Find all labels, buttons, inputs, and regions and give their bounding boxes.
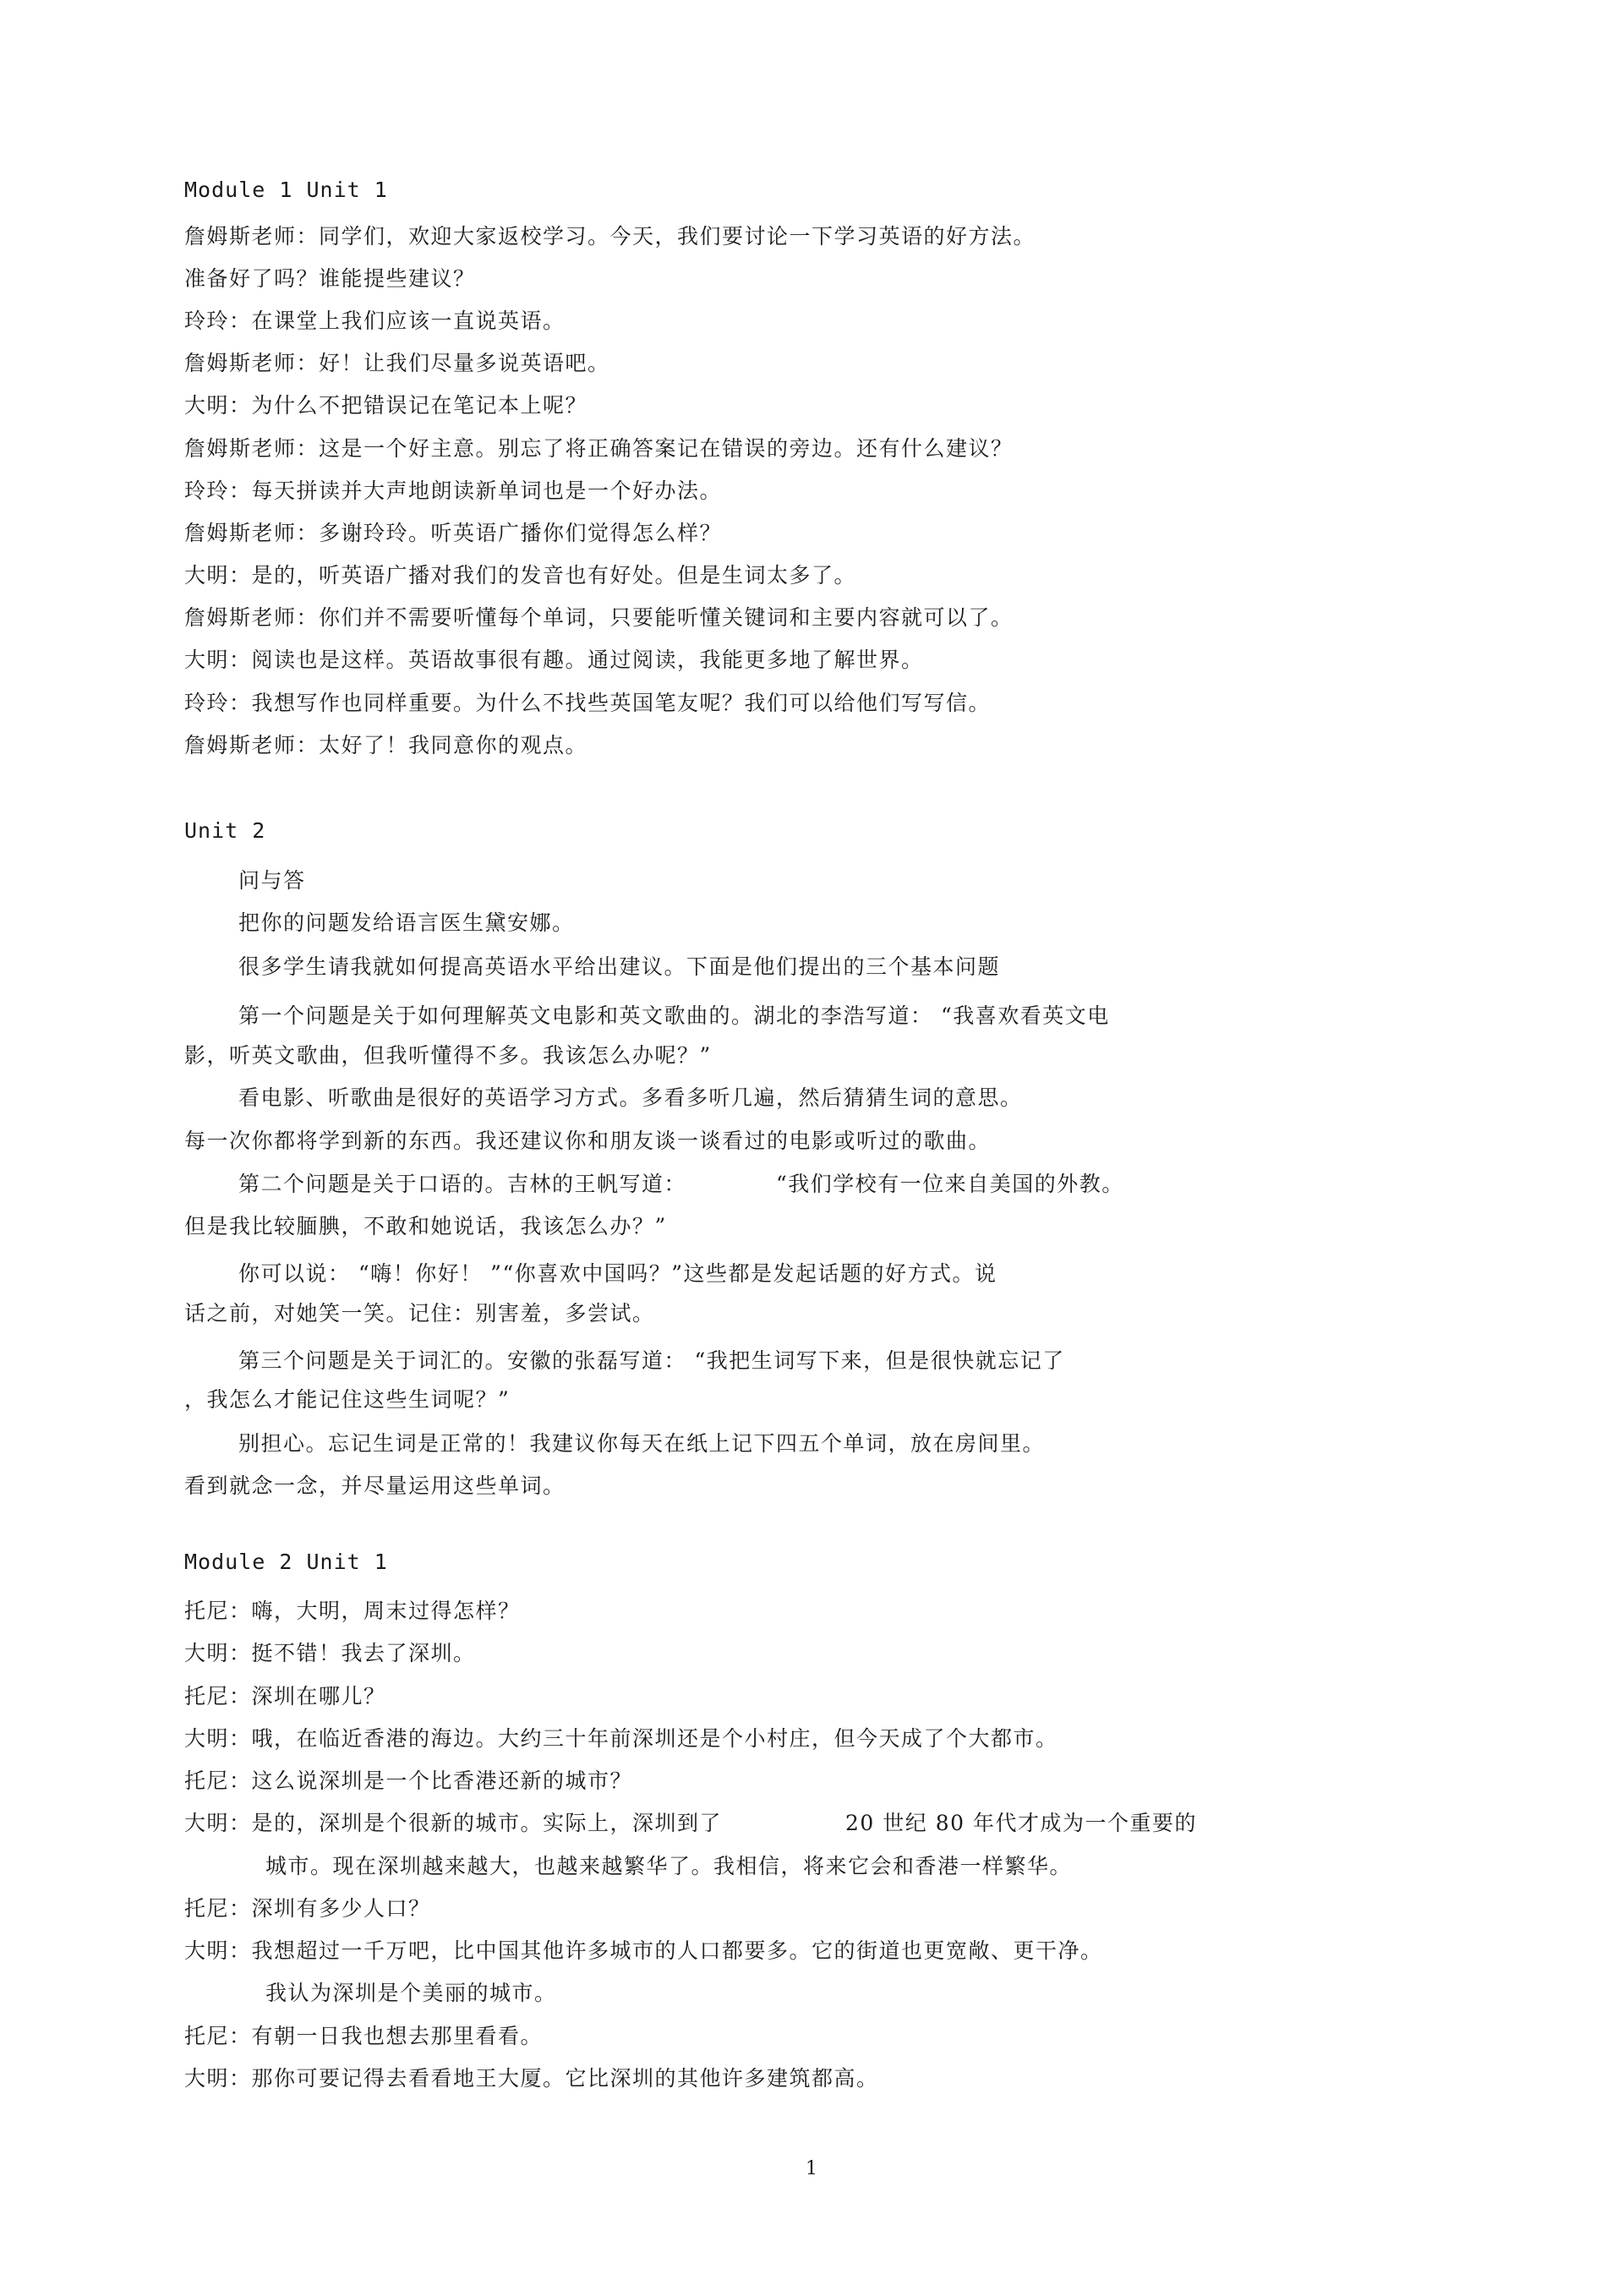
- dialogue-line: 玲玲：每天拼读并大声地朗读新单词也是一个好办法。: [184, 478, 723, 503]
- paragraph-line-quote: “我们学校有一位来自美国的外教。: [776, 1172, 1124, 1196]
- paragraph-line: ，我怎么才能记住这些生词呢？”: [184, 1387, 511, 1412]
- dialogue-line: 大明：是的，听英语广播对我们的发音也有好处。但是生词太多了。: [184, 563, 857, 588]
- paragraph-line: 很多学生请我就如何提高英语水平给出建议。下面是他们提出的三个基本问题: [238, 954, 1001, 979]
- paragraph-line: 话之前，对她笑一笑。记住：别害羞，多尝试。: [184, 1301, 655, 1326]
- dialogue-line: 詹姆斯老师：太好了！我同意你的观点。: [184, 733, 588, 757]
- dialogue-line: 大明：阅读也是这样。英语故事很有趣。通过阅读，我能更多地了解世界。: [184, 648, 924, 672]
- section-heading-unit2: Unit 2: [184, 818, 266, 843]
- dialogue-line: 詹姆斯老师：同学们，欢迎大家返校学习。今天，我们要讨论一下学习英语的好方法。: [184, 224, 1036, 249]
- dialogue-line: 大明：为什么不把错误记在笔记本上呢？: [184, 393, 588, 418]
- paragraph-line: 把你的问题发给语言医生黛安娜。: [238, 910, 575, 935]
- paragraph-line: 看到就念一念，并尽量运用这些单词。: [184, 1473, 566, 1498]
- paragraph-line: 问与答: [238, 868, 306, 893]
- paragraph-line: 第三个问题是关于词汇的。安徽的张磊写道： “我把生词写下来，但是很快就忘记了: [238, 1348, 1065, 1373]
- dialogue-line: 大明：我想超过一千万吧，比中国其他许多城市的人口都要多。它的街道也更宽敞、更干净。: [184, 1938, 1103, 1963]
- dialogue-line: 我认为深圳是个美丽的城市。: [265, 1981, 557, 2005]
- dialogue-line: 大明：哦，在临近香港的海边。大约三十年前深圳还是个小村庄，但今天成了个大都市。: [184, 1726, 1058, 1751]
- dialogue-line: 大明：挺不错！我去了深圳。: [184, 1641, 476, 1665]
- dialogue-line: 托尼：嗨，大明，周末过得怎样？: [184, 1599, 521, 1623]
- paragraph-line: 你可以说： “嗨！你好！ ”“你喜欢中国吗？”这些都是发起话题的好方式。说: [238, 1261, 997, 1286]
- dialogue-line: 托尼：有朝一日我也想去那里看看。: [184, 2024, 544, 2048]
- section-heading-module1-unit1: Module 1 Unit 1: [184, 178, 388, 202]
- dialogue-line: 玲玲：在课堂上我们应该一直说英语。: [184, 309, 566, 333]
- dialogue-line: 托尼：这么说深圳是一个比香港还新的城市？: [184, 1768, 633, 1793]
- paragraph-line: 但是我比较腼腆，不敢和她说话，我该怎么办？”: [184, 1214, 667, 1238]
- paragraph-line: 影，听英文歌曲，但我听懂得不多。我该怎么办呢？”: [184, 1043, 712, 1068]
- paragraph-line: 别担心。忘记生词是正常的！我建议你每天在纸上记下四五个单词，放在房间里。: [238, 1431, 1046, 1456]
- paragraph-line: 看电影、听歌曲是很好的英语学习方式。多看多听几遍，然后猜猜生词的意思。: [238, 1085, 1023, 1110]
- dialogue-line: 托尼：深圳在哪儿？: [184, 1684, 386, 1708]
- dialogue-line: 詹姆斯老师：好！让我们尽量多说英语吧。: [184, 351, 610, 375]
- section-heading-module2-unit1: Module 2 Unit 1: [184, 1550, 388, 1574]
- dialogue-line: 玲玲：我想写作也同样重要。为什么不找些英国笔友呢？我们可以给他们写写信。: [184, 691, 992, 715]
- dialogue-line: 准备好了吗？谁能提些建议？: [184, 266, 476, 291]
- dialogue-line: 詹姆斯老师：这是一个好主意。别忘了将正确答案记在错误的旁边。还有什么建议？: [184, 436, 1014, 461]
- dialogue-line: 托尼：深圳有多少人口？: [184, 1896, 431, 1921]
- dialogue-line: 大明：那你可要记得去看看地王大厦。它比深圳的其他许多建筑都高。: [184, 2066, 879, 2091]
- dialogue-line: 詹姆斯老师：你们并不需要听懂每个单词，只要能听懂关键词和主要内容就可以了。: [184, 605, 1014, 630]
- paragraph-line: 第二个问题是关于口语的。吉林的王帆写道：: [238, 1172, 687, 1196]
- paragraph-line: 第一个问题是关于如何理解英文电影和英文歌曲的。湖北的李浩写道： “我喜欢看英文电: [238, 1003, 1110, 1028]
- paragraph-line: 每一次你都将学到新的东西。我还建议你和朋友谈一谈看过的电影或听过的歌曲。: [184, 1129, 992, 1153]
- dialogue-line: 城市。现在深圳越来越大，也越来越繁华了。我相信，将来它会和香港一样繁华。: [265, 1854, 1073, 1878]
- dialogue-line-continued: 20 世纪 80 年代才成为一个重要的: [845, 1811, 1197, 1835]
- dialogue-line: 大明：是的，深圳是个很新的城市。实际上，深圳到了: [184, 1811, 723, 1835]
- page-number: 1: [806, 2158, 817, 2179]
- dialogue-line: 詹姆斯老师：多谢玲玲。听英语广播你们觉得怎么样？: [184, 521, 723, 545]
